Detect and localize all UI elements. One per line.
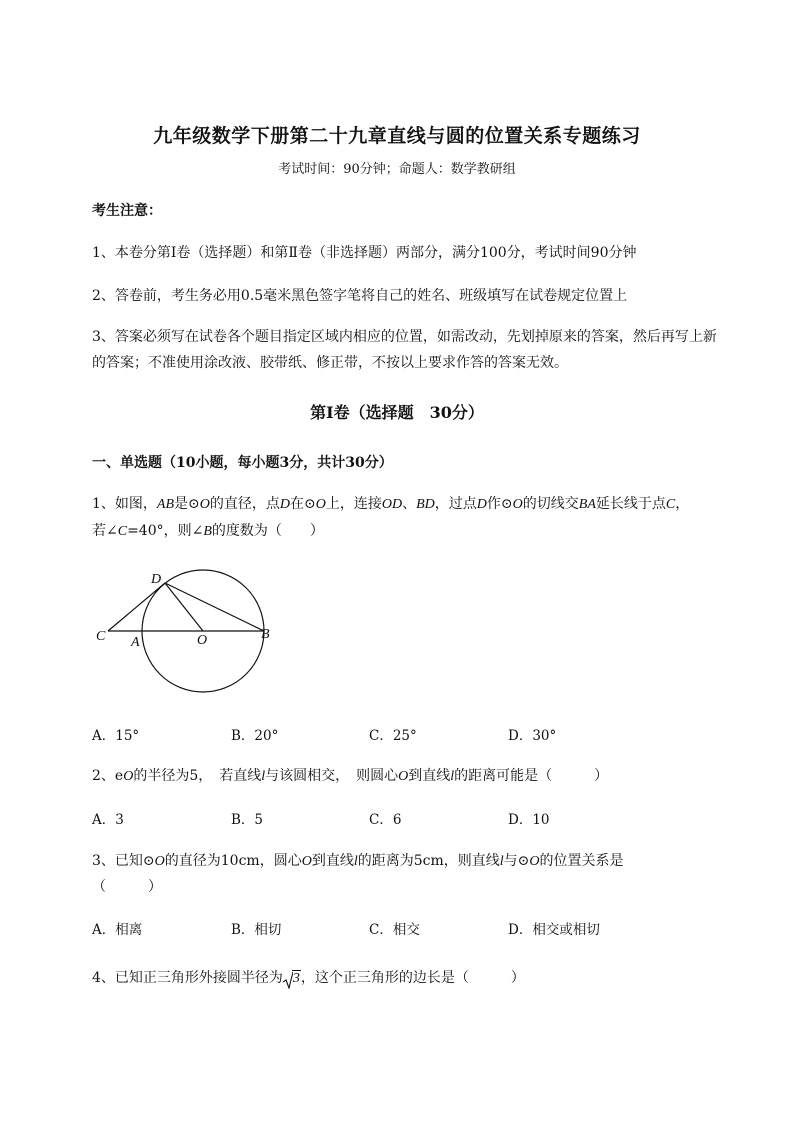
note-item: 的答案；不准使用涂改液、胶带纸、修正带，不按以上要求作答的答案无效。	[92, 355, 568, 371]
tangent-cd	[108, 583, 165, 631]
question-1-line-1: 1、如图，AB是⊙O的直径，点D在⊙O上，连接OD、BD，过点D作⊙O的切线交BA延长线于点C，	[92, 496, 690, 512]
note-item: 1、本卷分第Ⅰ卷（选择题）和第Ⅱ卷（非选择题）两部分，满分100分，考试时间90分钟	[92, 245, 637, 261]
option[interactable]: D．30°	[508, 728, 557, 744]
section-title: 第Ⅰ卷（选择题 30分）	[310, 403, 484, 422]
note-item: 3、答案必须写在试卷各个题目指定区域内相应的位置，如需改动，先划掉原来的答案，然后再写上新	[92, 329, 717, 345]
option[interactable]: A．相离	[92, 922, 143, 938]
option[interactable]: C．6	[369, 812, 402, 828]
notes-heading: 考生注意：	[92, 203, 162, 219]
note-item: 2、答卷前，考生务必用0.5毫米黑色签字笔将自己的姓名、班级填写在试卷规定位置上	[92, 288, 628, 304]
question-2-line-1: 2、eO的半径为5， 若直线l与该圆相交， 则圆心O到直线l的距离可能是（ ）	[92, 768, 609, 784]
part-heading: 一、单选题（10小题，每小题3分，共计30分）	[92, 455, 393, 471]
option[interactable]: A．15°	[92, 728, 140, 744]
option[interactable]: B．20°	[231, 728, 279, 744]
label-b: B	[261, 627, 270, 642]
option[interactable]: B．相切	[231, 922, 282, 938]
label-d: D	[151, 572, 162, 587]
question-3-line-1: 3、已知⊙O的直径为10cm，圆心O到直线l的距离为5cm，则直线l与⊙O的位置关系是	[92, 853, 624, 869]
label-o: O	[197, 633, 208, 648]
option[interactable]: A．3	[92, 812, 124, 828]
question-1-line-2: 若∠C=40°，则∠B的度数为（ ）	[92, 523, 324, 539]
page-subtitle: 考试时间：90分钟；命题人：数学教研组	[278, 162, 516, 177]
option[interactable]: D．10	[508, 812, 550, 828]
option[interactable]: C．25°	[369, 728, 417, 744]
option[interactable]: C．相交	[369, 922, 420, 938]
question-3-line-2: （ ）	[92, 879, 162, 895]
question-1-figure	[90, 568, 290, 698]
question-4-line-1: 4、已知正三角形外接圆半径为 3，这个正三角形的边长是（ ）	[92, 967, 525, 987]
sqrt-expression: 3	[283, 970, 301, 987]
radical-sign	[283, 971, 293, 989]
segment-od	[165, 583, 203, 631]
page-title: 九年级数学下册第二十九章直线与圆的位置关系专题练习	[153, 125, 641, 147]
option[interactable]: D．相交或相切	[508, 922, 600, 938]
label-c: C	[96, 629, 106, 644]
option[interactable]: B．5	[231, 812, 264, 828]
label-a: A	[131, 635, 140, 650]
